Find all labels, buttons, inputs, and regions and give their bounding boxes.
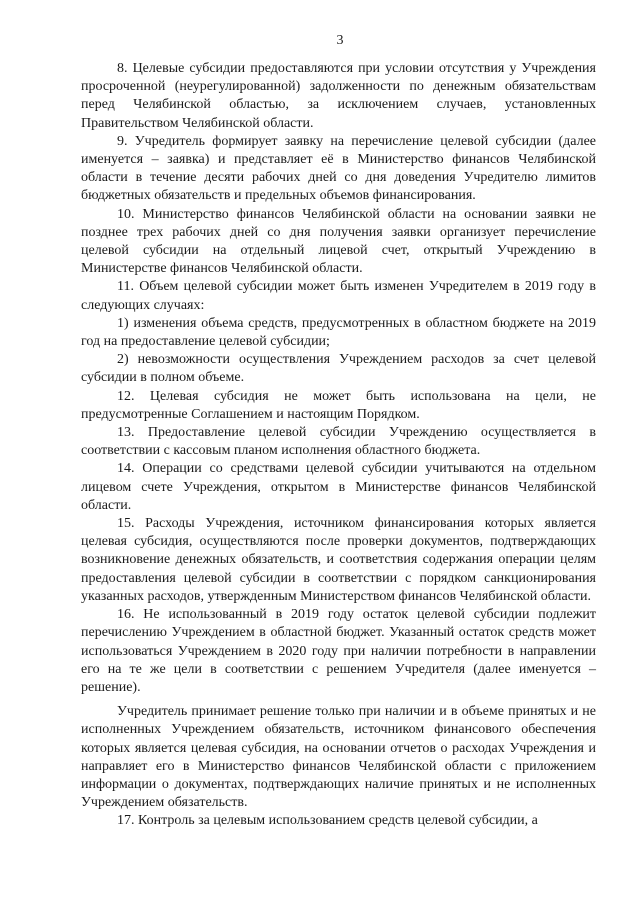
document-body [81,60,596,831]
paragraph-15: 15. Расходы Учреждения, источником финансирования которых является целевая субсидия, осуществляются после проверки документов, подтверждающих возникновение денежных обязательств, и соответствия содержания операции целям предоставления целевой субсидии в соответствии с порядком санкционирования указанных расходов, утвержденным Министерством финансов Челябинской области. [81,516,596,604]
paragraph-16-continuation: Учредитель принимает решение только при наличии и в объеме принятых и не исполненных Учреждением обязательств, источником финансового обеспечения которых является целевая субсидия, на основании отчетов о расходах Учреждения и направляет его в Министерство финансов Челябинской области с приложением информации о документах, подтверждающих наличие принятых и не исполненных Учреждением обязательств. [81,704,596,811]
paragraph-11-item-2: 2) невозможности осуществления Учреждением расходов за счет целевой субсидии в полном объеме. [81,352,596,386]
paragraph-12: 12. Целевая субсидия не может быть использована на цели, не предусмотренные Соглашением и настоящим Порядком. [81,388,596,422]
paragraph-11: 11. Объем целевой субсидии может быть изменен Учредителем в 2019 году в следующих случаях: [81,279,596,313]
paragraph-9: 9. Учредитель формирует заявку на перечисление целевой субсидии (далее именуется – заявка) и представляет её в Министерство финансов Челябинской области в течение десяти рабочих дней со дня доведения Учредителю лимитов бюджетных обязательств и предельных объемов финансирования. [81,133,596,204]
paragraph-13: 13. Предоставление целевой субсидии Учреждению осуществляется в соответствии с кассовым планом исполнения областного бюджета. [81,425,596,459]
paragraph-14: 14. Операции со средствами целевой субсидии учитываются на отдельном лицевом счете Учреждения, открытом в Министерстве финансов Челябинской области. [81,461,596,513]
paragraph-16: 16. Не использованный в 2019 году остаток целевой субсидии подлежит перечислению Учреждением в областной бюджет. Указанный остаток средств может использоваться Учреждением в 2020 году при наличии потребности в направлении его на те же цели в соответствии с решением Учредителя (далее именуется – решение). [81,607,596,695]
paragraph-11-item-1: 1) изменения объема средств, предусмотренных в областном бюджете на 2019 год на предоставление целевой субсидии; [81,315,596,350]
paragraph-17: 17. Контроль за целевым использованием средств целевой субсидии, а [117,813,538,829]
paragraph-10: 10. Министерство финансов Челябинской области на основании заявки не позднее трех рабочих дней со дня получения заявки организует перечисление целевой субсидии на отдельный лицевой счет, открытый Учреждению в Министерстве финансов Челябинской области. [81,206,596,277]
paragraph-8: 8. Целевые субсидии предоставляются при условии отсутствия у Учреждения просроченной (неурегулированной) задолженности по денежным обязательствам перед Челябинской областью, за исключением случаев, установленных Правительством Челябинской области. [81,61,596,131]
page-number: 3 [336,33,344,48]
